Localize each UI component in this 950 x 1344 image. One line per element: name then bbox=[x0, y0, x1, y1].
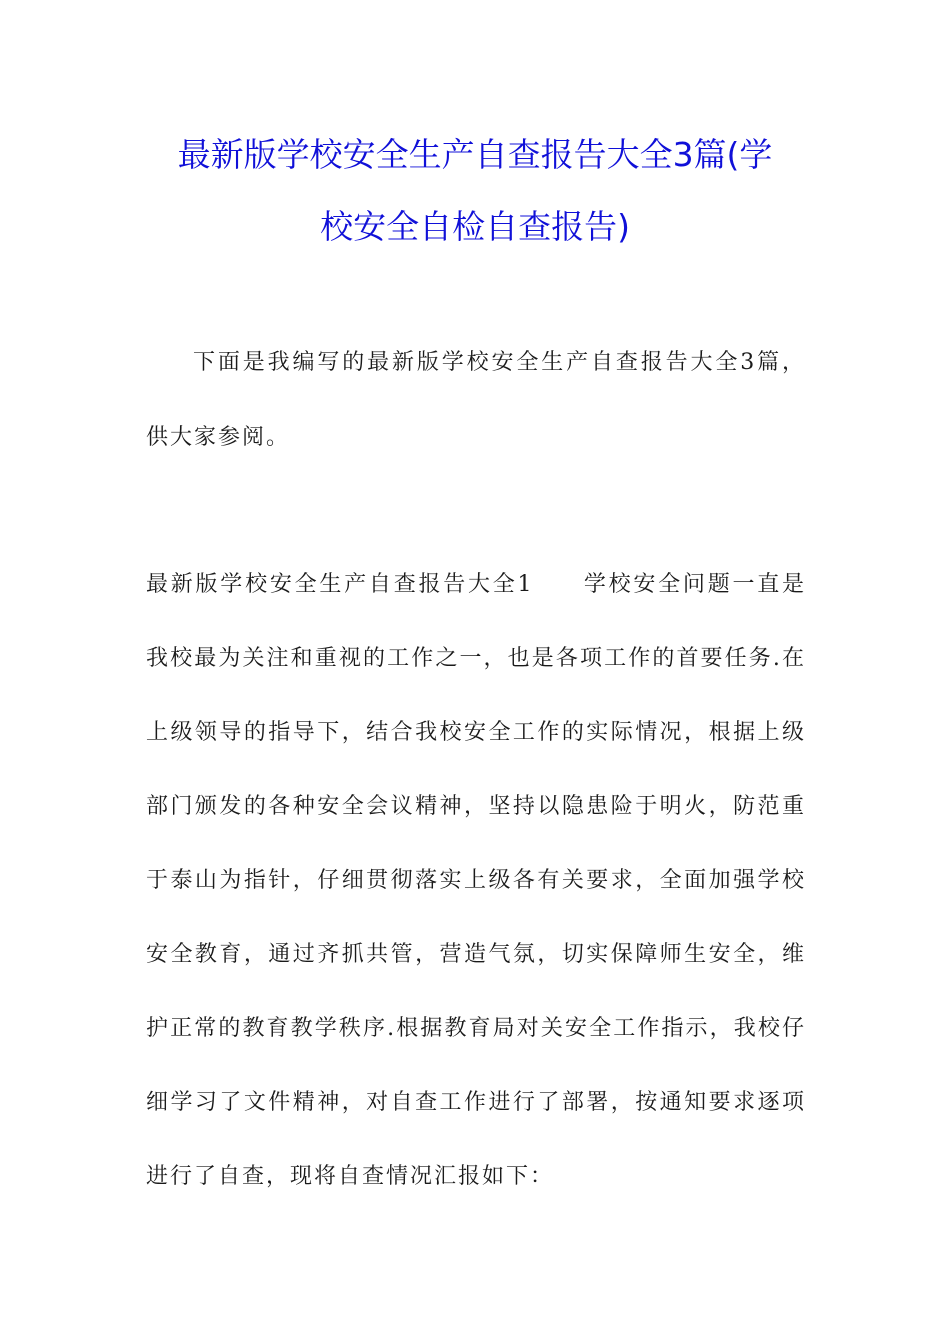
body-line-3: 上级领导的指导下，结合我校安全工作的实际情况，根据上级 bbox=[146, 720, 804, 745]
body-line-6: 安全教育，通过齐抓共管，营造气氛，切实保障师生安全，维 bbox=[146, 942, 804, 967]
document-title-line-1: 最新版学校安全生产自查报告大全3篇(学 bbox=[177, 135, 773, 174]
intro-line-2: 供大家参阅。 bbox=[146, 425, 291, 450]
body-line-7: 护正常的教育教学秩序.根据教育局对关安全工作指示，我校仔 bbox=[146, 1016, 804, 1041]
body-line-8: 细学习了文件精神，对自查工作进行了部署，按通知要求逐项 bbox=[146, 1090, 804, 1115]
body-line-2: 我校最为关注和重视的工作之一，也是各项工作的首要任务.在 bbox=[146, 646, 804, 671]
body-line-1: 最新版学校安全生产自查报告大全1 学校安全问题一直是 bbox=[146, 572, 804, 597]
body-line-5: 于泰山为指针，仔细贯彻落实上级各有关要求，全面加强学校 bbox=[146, 868, 804, 893]
body-line-9: 进行了自查，现将自查情况汇报如下： bbox=[146, 1164, 555, 1189]
document-title-line-2: 校安全自检自查报告) bbox=[320, 207, 630, 246]
body-line-4: 部门颁发的各种安全会议精神，坚持以隐患险于明火，防范重 bbox=[146, 794, 804, 819]
intro-line-1: 下面是我编写的最新版学校安全生产自查报告大全3篇， bbox=[193, 350, 804, 375]
